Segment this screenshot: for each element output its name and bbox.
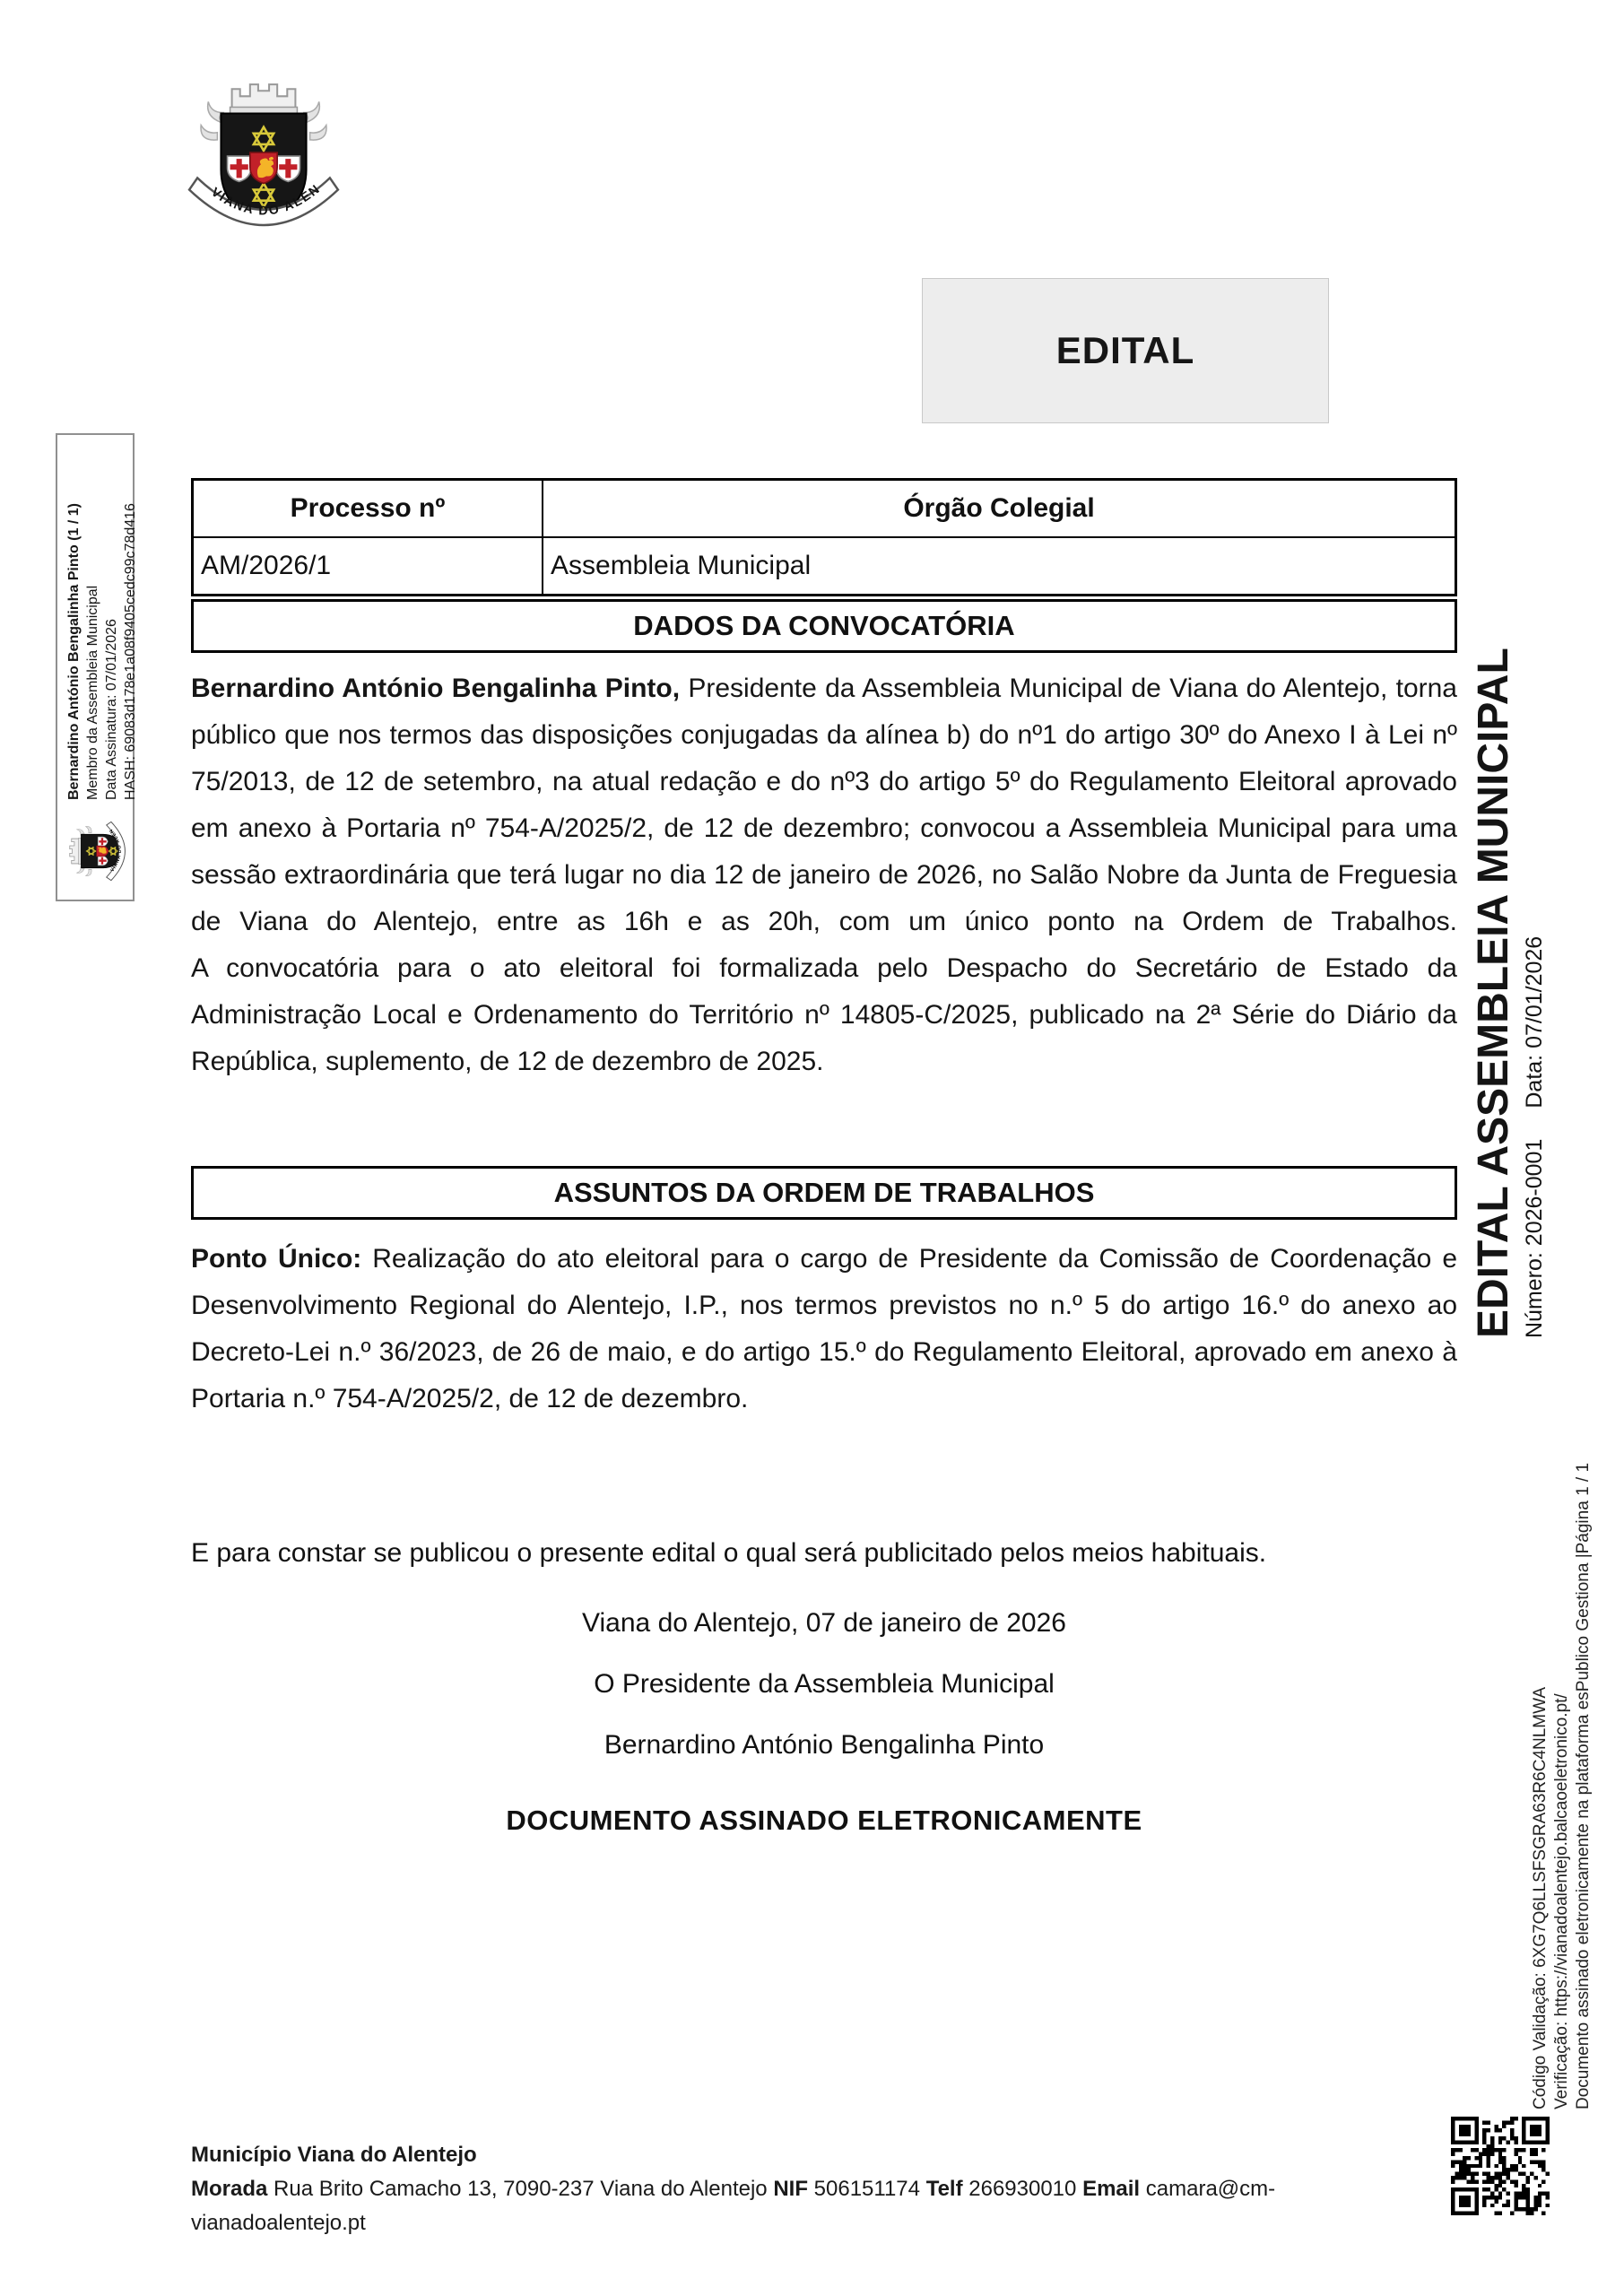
signer-name: Bernardino António Bengalinha Pinto (604, 1730, 1045, 1760)
signature-block (191, 1593, 1457, 1776)
side-margin-title-block (1469, 495, 1550, 1338)
footer-contacts: Morada Rua Brito Camacho 13, 7090-237 Viana do Alentejo NIF 506151174 Telf 266930010 Email camara@cm-vianadoalentejo.pt (191, 2177, 1276, 2235)
paragraph-convocatoria: Bernardino António Bengalinha Pinto, Presidente da Assembleia Municipal de Viana do Alentejo, torna público que nos termos das disposições conjugadas da alínea b) do nº1 do artigo 30º do Anexo I à Lei nº 75/2013, de 12 de setembro, na atual redação e do nº3 do artigo 5º do Regulamento Eleitoral aprovado em anexo à Portaria nº 754-A/2025/2, de 12 de dezembro; convocou a Assembleia Municipal para uma sessão extraordinária que terá lugar no dia 12 de janeiro de 2026, no Salão Nobre da Junta de Freguesia de Viana do Alentejo, entre as 16h e as 20h, com um único ponto na Ordem de Trabalhos. (191, 674, 1457, 936)
footer-municipality: Município Viana do Alentejo (191, 2143, 477, 2167)
side-number-date: Número: 2026-0001Data: 07/01/2026 (1522, 935, 1547, 1338)
side-edital-title: EDITAL ASSEMBLEIA MUNICIPAL (1470, 648, 1517, 1338)
section-assuntos-title: ASSUNTOS DA ORDEM DE TRABALHOS (191, 1166, 1457, 1220)
signer-title: O Presidente da Assembleia Municipal (594, 1669, 1055, 1699)
footer (191, 2138, 1429, 2240)
stamp-crest-icon (64, 814, 126, 888)
validation-url: Verificação: https://vianadoalentejo.balcaoeletronico.pt/ (1552, 1693, 1571, 2109)
side-validation-block (1530, 1464, 1594, 2109)
col-processo-header: Processo nº (194, 481, 543, 536)
validation-platform: Documento assinado eletronicamente na plataforma esPublico Gestiona |Página 1 / 1 (1574, 1462, 1593, 2109)
place-and-date: Viana do Alentejo, 07 de janeiro de 2026 (582, 1608, 1066, 1638)
closing-statement: E para constar se publicou o presente edital o qual será publicitado pelos meios habituais. (191, 1538, 1267, 1568)
stamp-signer-name: Bernardino António Bengalinha Pinto (1 / 1) (66, 503, 82, 800)
col-orgao-header: Órgão Colegial (903, 493, 1095, 523)
paragraph-despacho: A convocatória para o ato eleitoral foi formalizada pelo Despacho do Secretário de Estado da Administração Local e Ordenamento do Território nº 14805-C/2025, publicado na 2ª Série do Diário da República, suplemento, de 12 de dezembro de 2025. (191, 953, 1457, 1076)
qr-code (1451, 2117, 1550, 2215)
electronically-signed-notice: DOCUMENTO ASSINADO ELETRONICAMENTE (506, 1805, 1142, 1836)
edital-header-box (922, 278, 1329, 423)
stamp-hash: HASH: 69083d178e1a08f9405cedc99c78d416 (123, 503, 138, 800)
table-value-row (194, 538, 1455, 594)
ponto-unico-block (191, 1236, 1457, 1422)
paragraph-ponto-unico: Ponto Único: Realização do ato eleitoral para o cargo de Presidente da Comissão de Coordenação e Desenvolvimento Regional do Alentejo, I.P., nos termos previstos no n.º 5 do artigo 16.º do anexo ao Decreto-Lei n.º 36/2023, de 26 de maio, e do artigo 15.º do Regulamento Eleitoral, aprovado em anexo à Portaria n.º 754-A/2025/2, de 12 de dezembro. (191, 1244, 1457, 1413)
stamp-signature-date: Data Assinatura: 07/01/2026 (104, 619, 119, 800)
stamp-signer-role: Membro da Assembleia Municipal (85, 585, 100, 800)
orgao-value: Assembleia Municipal (551, 551, 812, 580)
table-header-row (194, 481, 1455, 538)
edital-title: EDITAL (1055, 329, 1195, 371)
validation-code: Código Validação: 6XG7Q6LLSFSGRA63R6C4NLMWA (1531, 1686, 1550, 2109)
ponto-unico-label: Ponto Único: (191, 1244, 362, 1274)
processo-value: AM/2026/1 (194, 538, 543, 594)
municipal-coat-of-arms (187, 68, 341, 230)
signer-lead-in: Bernardino António Bengalinha Pinto, (191, 674, 681, 703)
section-dados-title: DADOS DA CONVOCATÓRIA (191, 599, 1457, 653)
convocatoria-body (191, 665, 1457, 1085)
process-table (191, 478, 1457, 596)
signature-stamp-text (65, 466, 140, 800)
